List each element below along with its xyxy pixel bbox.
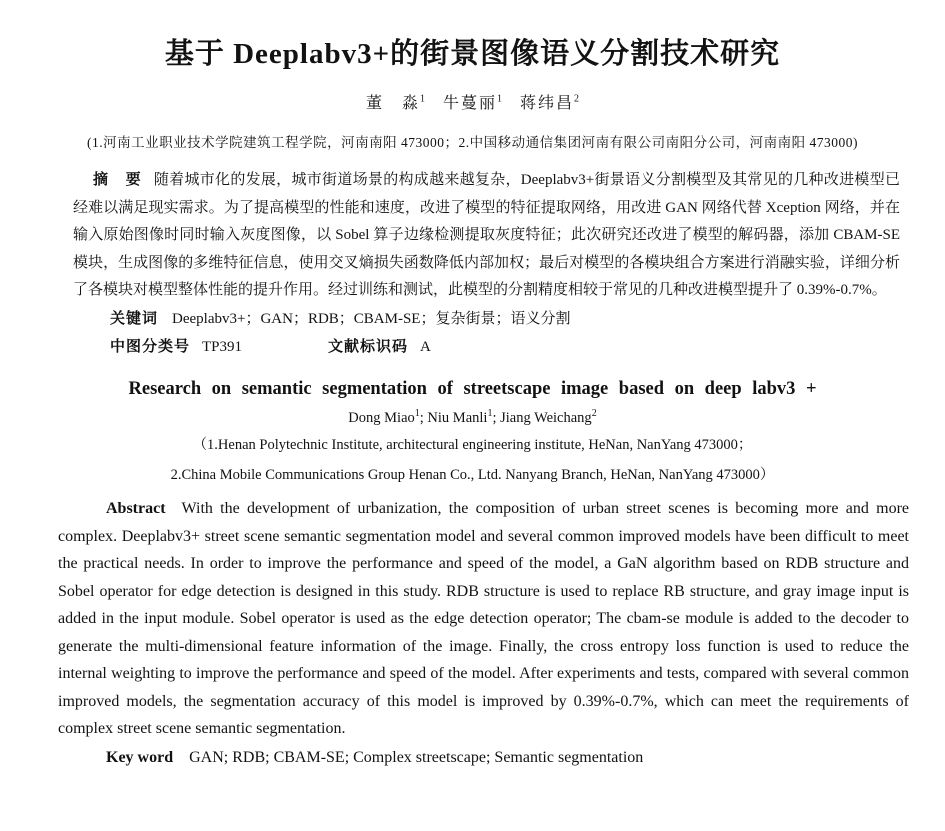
author-separator <box>502 95 520 112</box>
author-name-text: Jiang Weichang <box>500 410 592 427</box>
document-code-label: 文献标识码 <box>328 338 409 355</box>
author-name-text: 董 淼 <box>365 95 420 112</box>
abstract-text-chinese: 随着城市化的发展，城市街道场景的构成越来越复杂，Deeplabv3+街景语义分割模型及其常见的几种改进模型已经难以满足现实需求。为了提高模型的性能和速度，改进了模型的特征提取网络，用改进 GAN 网络代替 Xception 网络，并在输入原始图像时同时输入灰度图像，以 Sobel 算子边缘检测提取灰度特征；此次研究还改进了模型的解码器，添加 CBAM-SE 模块，生成图像的多维特征信息，使用交叉熵损失函数降低内部加权；最后对模型的各模块组合方案进行消融实验，详细分析了各模块对模型整体性能的提升作用。经过训练和测试，此模型的分割精度相较于常见的几种改进模型提升了 0.39%-0.7%。 <box>73 172 900 298</box>
author-affiliation-superscript: 2 <box>574 93 580 105</box>
authors-english <box>0 409 945 428</box>
affiliation-english-line2: 2.China Mobile Communications Group Henan Co., Ltd. Nanyang Branch, HeNan, NanYang 473000） <box>170 467 775 484</box>
abstract-chinese <box>73 166 900 305</box>
author-name-text: 蒋纬昌 <box>520 95 575 112</box>
author-affiliation-superscript: 1 <box>497 93 502 105</box>
paper-title-chinese: 基于 Deeplabv3+的街景图像语义分割技术研究 <box>164 38 781 70</box>
author-name <box>500 410 597 426</box>
clc-number-value: TP391 <box>202 339 243 355</box>
author-name <box>520 95 579 112</box>
keywords-chinese <box>73 305 900 334</box>
author-name <box>348 410 427 426</box>
author-name-text: 牛蔓丽 <box>442 95 497 112</box>
paper-title-english: Research on semantic segmentation of streetscape image based on deep labv3 + <box>128 378 817 399</box>
keywords-text-chinese: Deeplabv3+；GAN；RDB；CBAM-SE；复杂街景；语义分割 <box>172 310 571 327</box>
keywords-label-english: Key word <box>106 748 174 766</box>
keywords-label-chinese: 关键词 <box>110 309 159 327</box>
author-affiliation-superscript: 1 <box>487 408 493 420</box>
keywords-text-english: GAN; RDB; CBAM-SE; Complex streetscape; Semantic segmentation <box>189 748 644 766</box>
author-name-text: Dong Miao <box>348 410 415 427</box>
abstract-label-chinese: 摘 要 <box>93 171 142 188</box>
authors-chinese <box>0 90 945 113</box>
document-code-group <box>328 339 431 355</box>
author-separator: ; <box>492 410 501 427</box>
author-name <box>427 410 500 426</box>
author-affiliation-superscript: 1 <box>414 408 420 420</box>
document-code-value: A <box>420 339 431 355</box>
author-affiliation-superscript: 2 <box>591 408 597 420</box>
clc-group <box>110 339 242 355</box>
author-name <box>366 95 443 112</box>
author-affiliation-superscript: 1 <box>419 93 425 105</box>
affiliation-english-line1: （1.Henan Polytechnic Institute, architectural engineering institute, HeNan, NanYang 473000； <box>192 437 753 454</box>
author-separator: ; <box>419 410 428 427</box>
classification-line <box>73 333 900 362</box>
author-name-text: Niu Manli <box>427 410 488 427</box>
abstract-label-english: Abstract <box>106 500 166 518</box>
affiliation-chinese: (1.河南工业职业技术学院建筑工程学院，河南南阳 473000；2.中国移动通信集团河南有限公司南阳分公司，河南南阳 473000) <box>87 135 858 150</box>
author-separator <box>425 95 443 112</box>
abstract-text-english: With the development of urbanization, the composition of urban street scenes is becoming more and more complex. Deeplabv3+ street scene semantic segmentation model and several common improved models have been difficult to meet the practical needs. In order to improve the performance and speed of the model, a GaN algorithm based on RDB structure and Sobel operator for edge detection is designed in this study. RDB structure is used to replace RB structure, and gray image input is added in the input module. Sobel operator is used as the edge detection operator; The cbam-se module is added to the decoder to generate the multi-dimensional feature information of the image. Finally, the cross entropy loss function is used to reduce the internal weighting to improve the performance and speed of the model. After experiments and tests, compared with several common improved models, the segmentation accuracy of this model is improved by 0.39%-0.7%, which can meet the requirements of complex street scene semantic segmentation. <box>58 500 909 738</box>
abstract-english <box>58 495 909 743</box>
affiliation-english <box>0 430 945 490</box>
clc-number-label: 中图分类号 <box>110 338 191 355</box>
keywords-english <box>58 743 909 772</box>
author-name <box>443 95 520 112</box>
